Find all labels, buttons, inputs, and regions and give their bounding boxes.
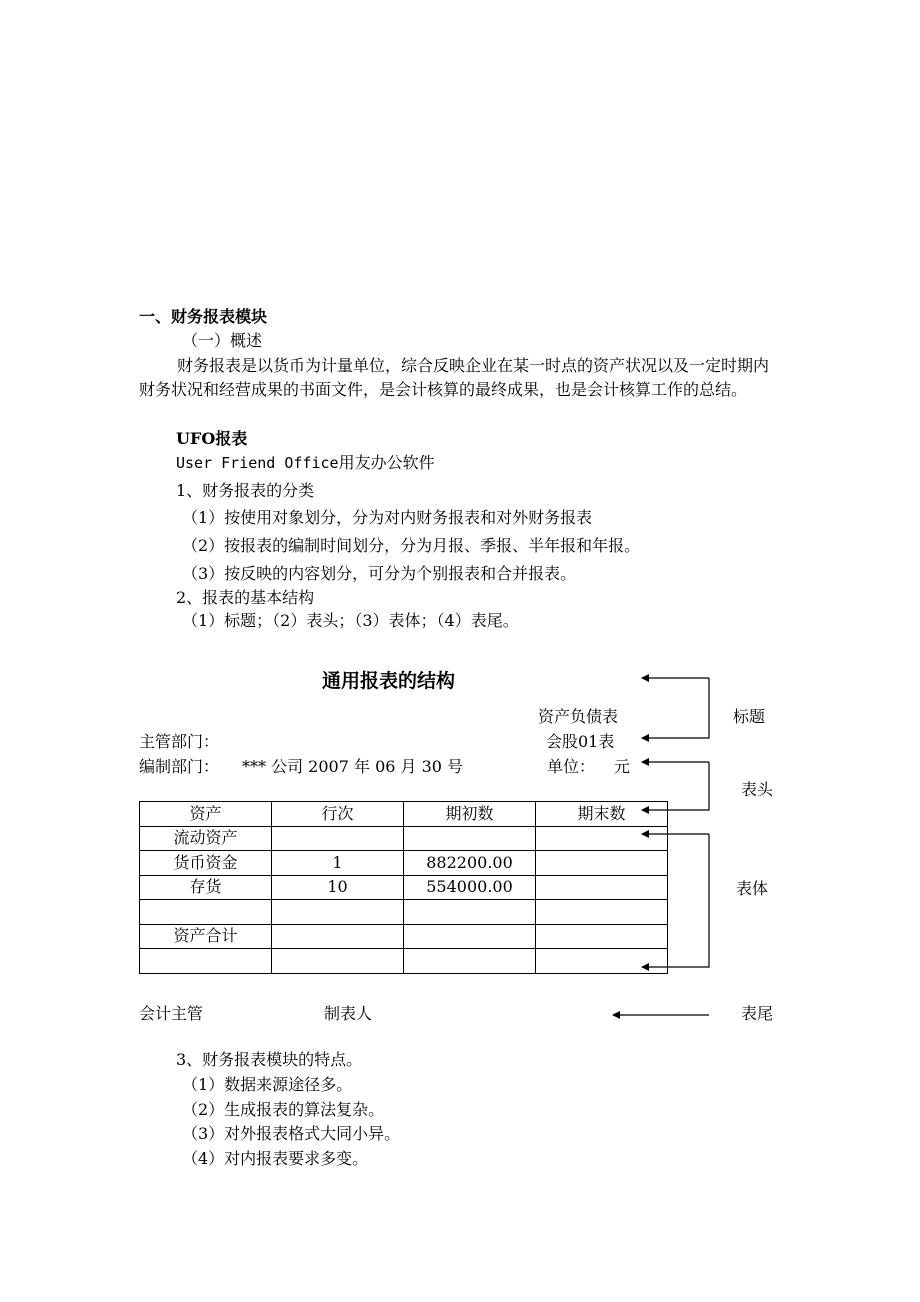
prep-label: 编制部门： (139, 757, 220, 776)
classification-item-1: （1）按使用对象划分，分为对内财务报表和对外财务报表 (182, 508, 593, 527)
ufo-description-en: User Friend Office (176, 454, 339, 472)
footer-accountant: 会计主管 (139, 1004, 204, 1023)
table-cell: 货币资金 (140, 851, 272, 876)
label-footer: 表尾 (741, 1004, 774, 1023)
unit-label: 单位： (547, 757, 596, 776)
structure-title: 2、报表的基本结构 (176, 588, 315, 607)
label-body: 表体 (736, 879, 769, 898)
label-header: 表头 (741, 780, 774, 799)
dept-label: 主管部门： (139, 732, 220, 751)
table-header-cell: 行次 (272, 802, 404, 827)
feature-item-2: （2）生成报表的算法复杂。 (182, 1100, 385, 1119)
classification-item-3: （3）按反映的内容划分，可分为个别报表和合并报表。 (182, 564, 577, 583)
features-title: 3、财务报表模块的特点。 (176, 1050, 363, 1069)
structure-line: （1）标题；（2）表头；（3）表体；（4）表尾。 (182, 611, 519, 630)
overview-paragraph: 财务报表是以货币为计量单位，综合反映企业在某一时点的资产状况以及一定时期内财务状况和经营成果的书面文件，是会计核算的最终成果，也是会计核算工作的总结。 (139, 356, 770, 399)
section-heading: 一、财务报表模块 (139, 307, 268, 326)
table-cell: 554000.00 (404, 875, 536, 900)
feature-item-1: （1）数据来源途径多。 (182, 1075, 353, 1094)
subsection-heading: （一）概述 (182, 331, 263, 350)
unit-value: 元 (614, 757, 631, 776)
table-cell: 资产合计 (140, 924, 272, 949)
feature-item-3: （3）对外报表格式大同小异。 (182, 1124, 401, 1143)
ufo-title: UFO报表 (176, 429, 248, 448)
table-header-cell: 期初数 (404, 802, 536, 827)
table-cell: 流动资产 (140, 826, 272, 851)
report-code: 会股01表 (546, 732, 615, 751)
diagram-title: 通用报表的结构 (322, 670, 456, 692)
table-header-cell: 期末数 (536, 802, 668, 827)
table-header-cell: 资产 (140, 802, 272, 827)
ufo-description-cn: 用友办公软件 (338, 453, 435, 472)
label-title: 标题 (733, 707, 766, 726)
classification-title: 1、财务报表的分类 (176, 481, 315, 500)
classification-item-2: （2）按报表的编制时间划分，分为月报、季报、半年报和年报。 (182, 536, 641, 555)
table-cell: 882200.00 (404, 851, 536, 876)
table-cell: 1 (272, 851, 404, 876)
report-name: 资产负债表 (538, 707, 619, 726)
table-cell: 10 (272, 875, 404, 900)
feature-item-4: （4）对内报表要求多变。 (182, 1149, 369, 1168)
footer-preparer: 制表人 (324, 1004, 373, 1023)
prep-value: *** 公司 2007 年 06 月 30 号 (242, 757, 464, 776)
table-cell: 存货 (140, 875, 272, 900)
